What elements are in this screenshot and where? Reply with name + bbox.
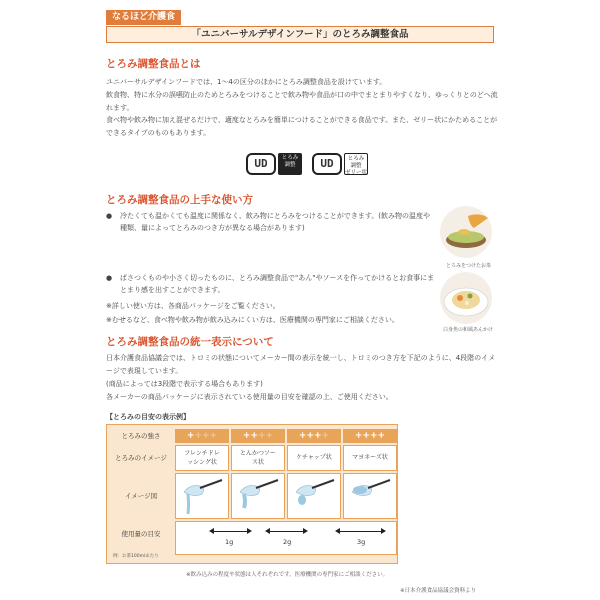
jelly-badge: とろみ 調整 ゼリー状 [344,153,368,175]
about-paragraph-1: ユニバーサルデザインフードでは、1～4の区分のほかにとろみ調整食品を設けています。 [106,78,387,86]
arrow-right-icon [303,528,308,534]
section-title-about: とろみ調整食品とは [106,58,201,70]
thickness-table [106,424,398,564]
strength-4: ++++ [343,429,397,443]
ud-logo-jelly [312,153,368,175]
spoon-icon [176,474,228,518]
amount-3: 3g [357,538,366,546]
amount-note: 例：お茶100mlあたり [113,554,159,559]
strength-1: ++++ [175,429,229,443]
thickened-tea-image [440,206,492,258]
amount-1: 1g [225,538,234,546]
spoon-figure-1 [175,473,229,519]
ud-logos [246,153,368,175]
row-label-strength: とろみの強さ [121,432,161,440]
spoon-icon [232,474,284,518]
amount-2: 2g [283,538,292,546]
footnote: ※飲み込みの程度や状態は人それぞれです。医療機関の専門家にご相談ください。 [186,572,389,578]
spoon-figure-4 [343,473,397,519]
tea-caption: とろみをつけたお茶 [446,263,492,269]
usage-note-2: ※むせるなど、食べ物や飲み物が飲み込みにくい方は、医療機関の専門家にご相談ください。 [106,316,399,324]
image-desc-1: フレンチドレッシング状 [175,445,229,471]
image-desc-2: とんかつソース状 [231,445,285,471]
source-note: ※日本介護食品協議会資料より [400,588,477,594]
arrow-left-icon [209,528,214,534]
row-label-amount: 使用量の目安 [121,530,161,538]
usage-bullet-2: ● ぱさつくものや小さく切ったものに、とろみ調整食品で"あん"やソースを作ってかけるとお食事にまとまり感を出すことができます。 [106,274,435,294]
arrow-right-icon [381,528,386,534]
row-label-figure: イメージ図 [124,492,158,500]
spoon-figure-2 [231,473,285,519]
arrow-left-icon [335,528,340,534]
title-banner: 「ユニバーサルデザインフード」のとろみ調整食品 [106,26,494,43]
ud-mark-icon: UD [312,153,342,175]
labeling-paragraph-3: 各メーカーの商品パッケージに表示されている使用量の目安を確認の上、ご使用ください。 [106,393,393,401]
row-label-image: とろみのイメージ [115,454,167,462]
about-paragraph-3: 食べ物や飲み物に加え混ぜるだけで、適度なとろみを簡単につけることができる食品です。また、ゼリー状にかためることができるタイプのものもあります。 [106,116,498,137]
usage-bullet-1: ● 冷たくても温かくても温度に関係なく、飲み物にとろみをつけることができます。(飲み物の温度や種類、量によってとろみのつき方が異なる場合があります) [106,212,431,232]
labeling-paragraph-1: 日本介護食品協議会では、トロミの状態についてメーカー間の表示を統一し、トロミのつき方を下記のように、4段階のイメージで表現しています。 [106,354,496,375]
spoon-icon [344,474,396,518]
section-title-labeling: とろみ調整食品の統一表示について [106,336,274,348]
usage-note-1: ※詳しい使い方は、各商品パッケージをご覧ください。 [106,302,280,310]
section-title-usage: とろみ調整食品の上手な使い方 [106,194,253,206]
thickener-badge: とろみ 調整 [278,153,302,175]
arrow-right-icon [247,528,252,534]
table-title: 【とろみの目安の表示例】 [106,413,190,421]
labeling-paragraph-2: (商品によっては3段階で表示する場合もあります) [106,380,263,388]
category-tag: なるほど介護食 [106,10,181,25]
about-paragraph-2: 飲食物、特に水分の誤嚥防止のためとろみをつけることで飲み物や食品が口の中でまとまりやすくなり、ゆっくりとのどへ流れます。 [106,91,498,112]
fish-caption: 白身魚の和風あんかけ [443,327,494,333]
bullet-dot: ● [106,212,113,220]
strength-2: ++++ [231,429,285,443]
fish-ankake-image [440,272,492,324]
arrow-left-icon [265,528,270,534]
spoon-figure-3 [287,473,341,519]
ud-mark-icon: UD [246,153,276,175]
image-desc-3: ケチャップ状 [287,445,341,471]
bullet-dot: ● [106,274,113,282]
ud-logo-thickener [246,153,302,175]
image-desc-4: マヨネーズ状 [343,445,397,471]
spoon-icon [288,474,340,518]
strength-3: ++++ [287,429,341,443]
